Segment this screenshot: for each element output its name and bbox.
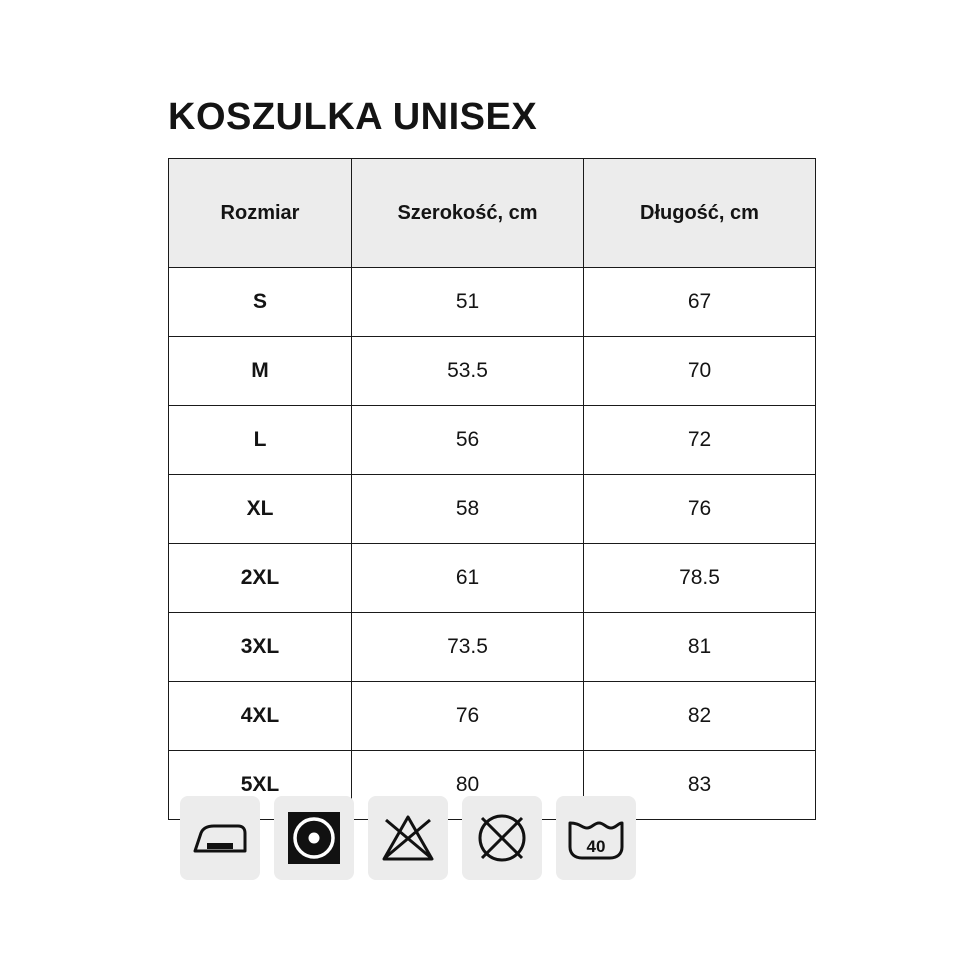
table-row [169,268,816,337]
page-title: KOSZULKA UNISEX [168,96,538,138]
cell-length: 70 [584,337,816,406]
iron-icon [180,796,260,880]
column-header-size: Rozmiar [169,159,352,268]
cell-width: 56 [352,406,584,475]
table-row [169,682,816,751]
table-body [169,268,816,820]
table-header [169,159,816,268]
table-row [169,406,816,475]
cell-length: 81 [584,613,816,682]
cell-width: 80 [352,751,584,820]
table-row [169,613,816,682]
table-header-row [169,159,816,268]
wash-40-icon [556,796,636,880]
cell-size: 4XL [169,682,352,751]
do-not-dry-clean-icon [462,796,542,880]
cell-size: M [169,337,352,406]
cell-length: 76 [584,475,816,544]
care-instructions [180,796,636,880]
cell-width: 51 [352,268,584,337]
table-row [169,337,816,406]
cell-length: 83 [584,751,816,820]
cell-width: 76 [352,682,584,751]
cell-length: 78.5 [584,544,816,613]
do-not-bleach-icon [368,796,448,880]
column-header-length: Długość, cm [584,159,816,268]
cell-size: XL [169,475,352,544]
cell-size: 5XL [169,751,352,820]
cell-size: 3XL [169,613,352,682]
tumble-dry-icon [274,796,354,880]
table-row [169,475,816,544]
wash-temperature-label: 40 [586,837,606,856]
size-chart-table [168,158,816,820]
column-header-width: Szerokość, cm [352,159,584,268]
cell-length: 67 [584,268,816,337]
table-row [169,544,816,613]
cell-length: 82 [584,682,816,751]
cell-size: S [169,268,352,337]
cell-length: 72 [584,406,816,475]
cell-width: 58 [352,475,584,544]
cell-size: L [169,406,352,475]
cell-size: 2XL [169,544,352,613]
cell-width: 61 [352,544,584,613]
cell-width: 73.5 [352,613,584,682]
cell-width: 53.5 [352,337,584,406]
